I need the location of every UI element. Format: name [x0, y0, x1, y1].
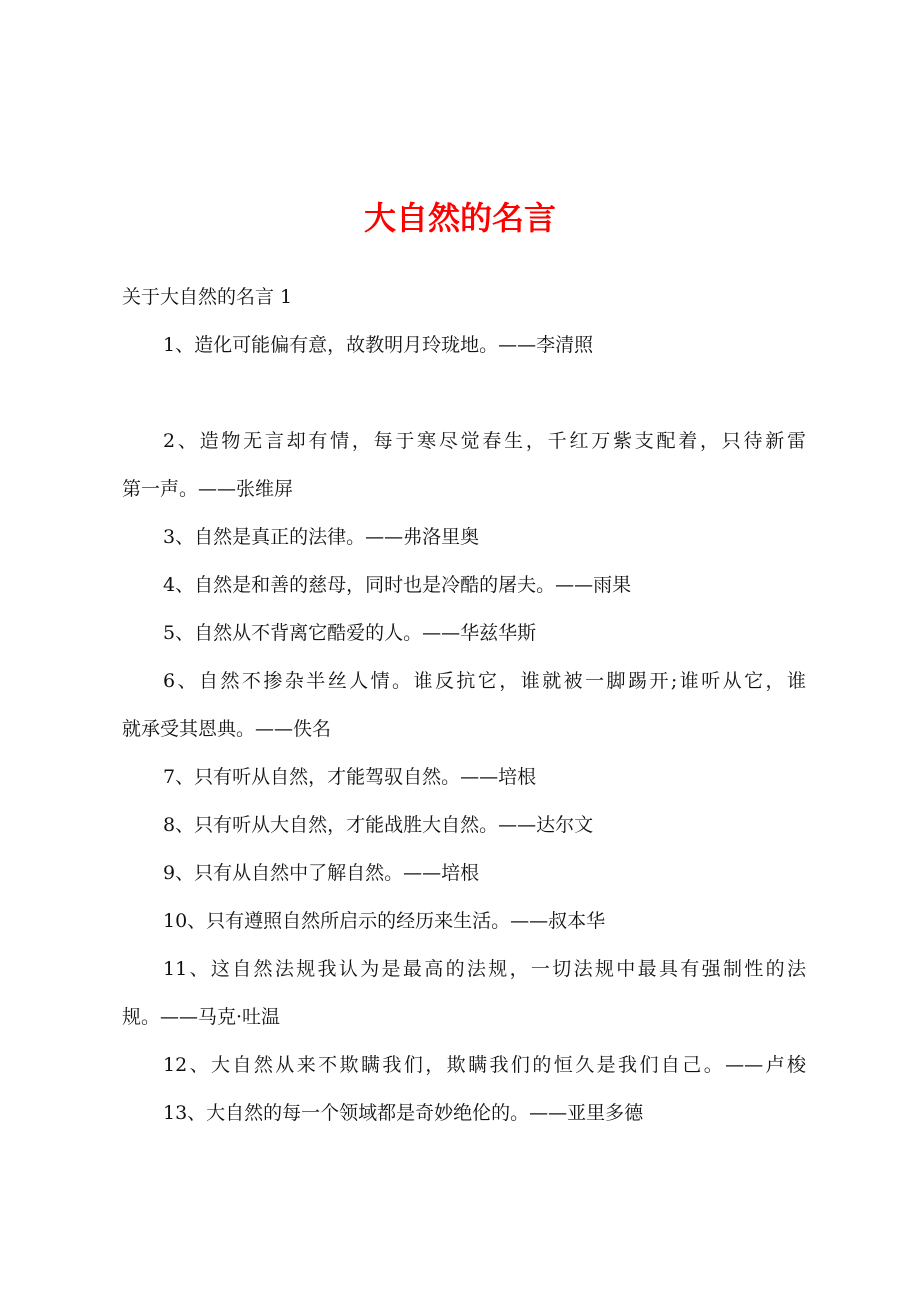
quote-2-line-2: 第一声。——张维屏: [122, 478, 294, 500]
document-body: [122, 273, 806, 1137]
quote-6-line-1: 6、自然不掺杂半丝人情。谁反抗它，谁就被一脚踢开;谁听从它，谁: [163, 670, 806, 692]
quote-6-line-2: 就承受其恩典。——佚名: [122, 718, 332, 740]
quote-11-line-2: 规。——马克·吐温: [122, 1006, 281, 1028]
quote-1: 1、造化可能偏有意，故教明月玲珑地。——李清照: [163, 334, 594, 356]
quote-3: 3、自然是真正的法律。——弗洛里奥: [163, 526, 480, 548]
quote-13: 13、大自然的每一个领域都是奇妙绝伦的。——亚里多德: [163, 1102, 644, 1124]
quote-2-line-1: 2、造物无言却有情，每于寒尽觉春生，千红万紫支配着，只待新雷: [163, 430, 806, 452]
quote-7: 7、只有听从自然，才能驾驭自然。——培根: [163, 766, 537, 788]
quote-8: 8、只有听从大自然，才能战胜大自然。——达尔文: [163, 814, 594, 836]
quote-5: 5、自然从不背离它酷爱的人。——华兹华斯: [163, 622, 537, 644]
quote-4: 4、自然是和善的慈母，同时也是冷酷的屠夫。——雨果: [163, 574, 632, 596]
document-title: 大自然的名言: [363, 199, 556, 237]
quote-11-line-1: 11、这自然法规我认为是最高的法规，一切法规中最具有强制性的法: [163, 958, 806, 980]
blank-line: [122, 369, 806, 417]
quote-10: 10、只有遵照自然所启示的经历来生活。——叔本华: [163, 910, 606, 932]
section-heading: 关于大自然的名言 1: [122, 286, 293, 308]
quote-12: 12、大自然从来不欺瞒我们，欺瞒我们的恒久是我们自己。——卢梭: [163, 1054, 806, 1076]
quote-9: 9、只有从自然中了解自然。——培根: [163, 862, 480, 884]
